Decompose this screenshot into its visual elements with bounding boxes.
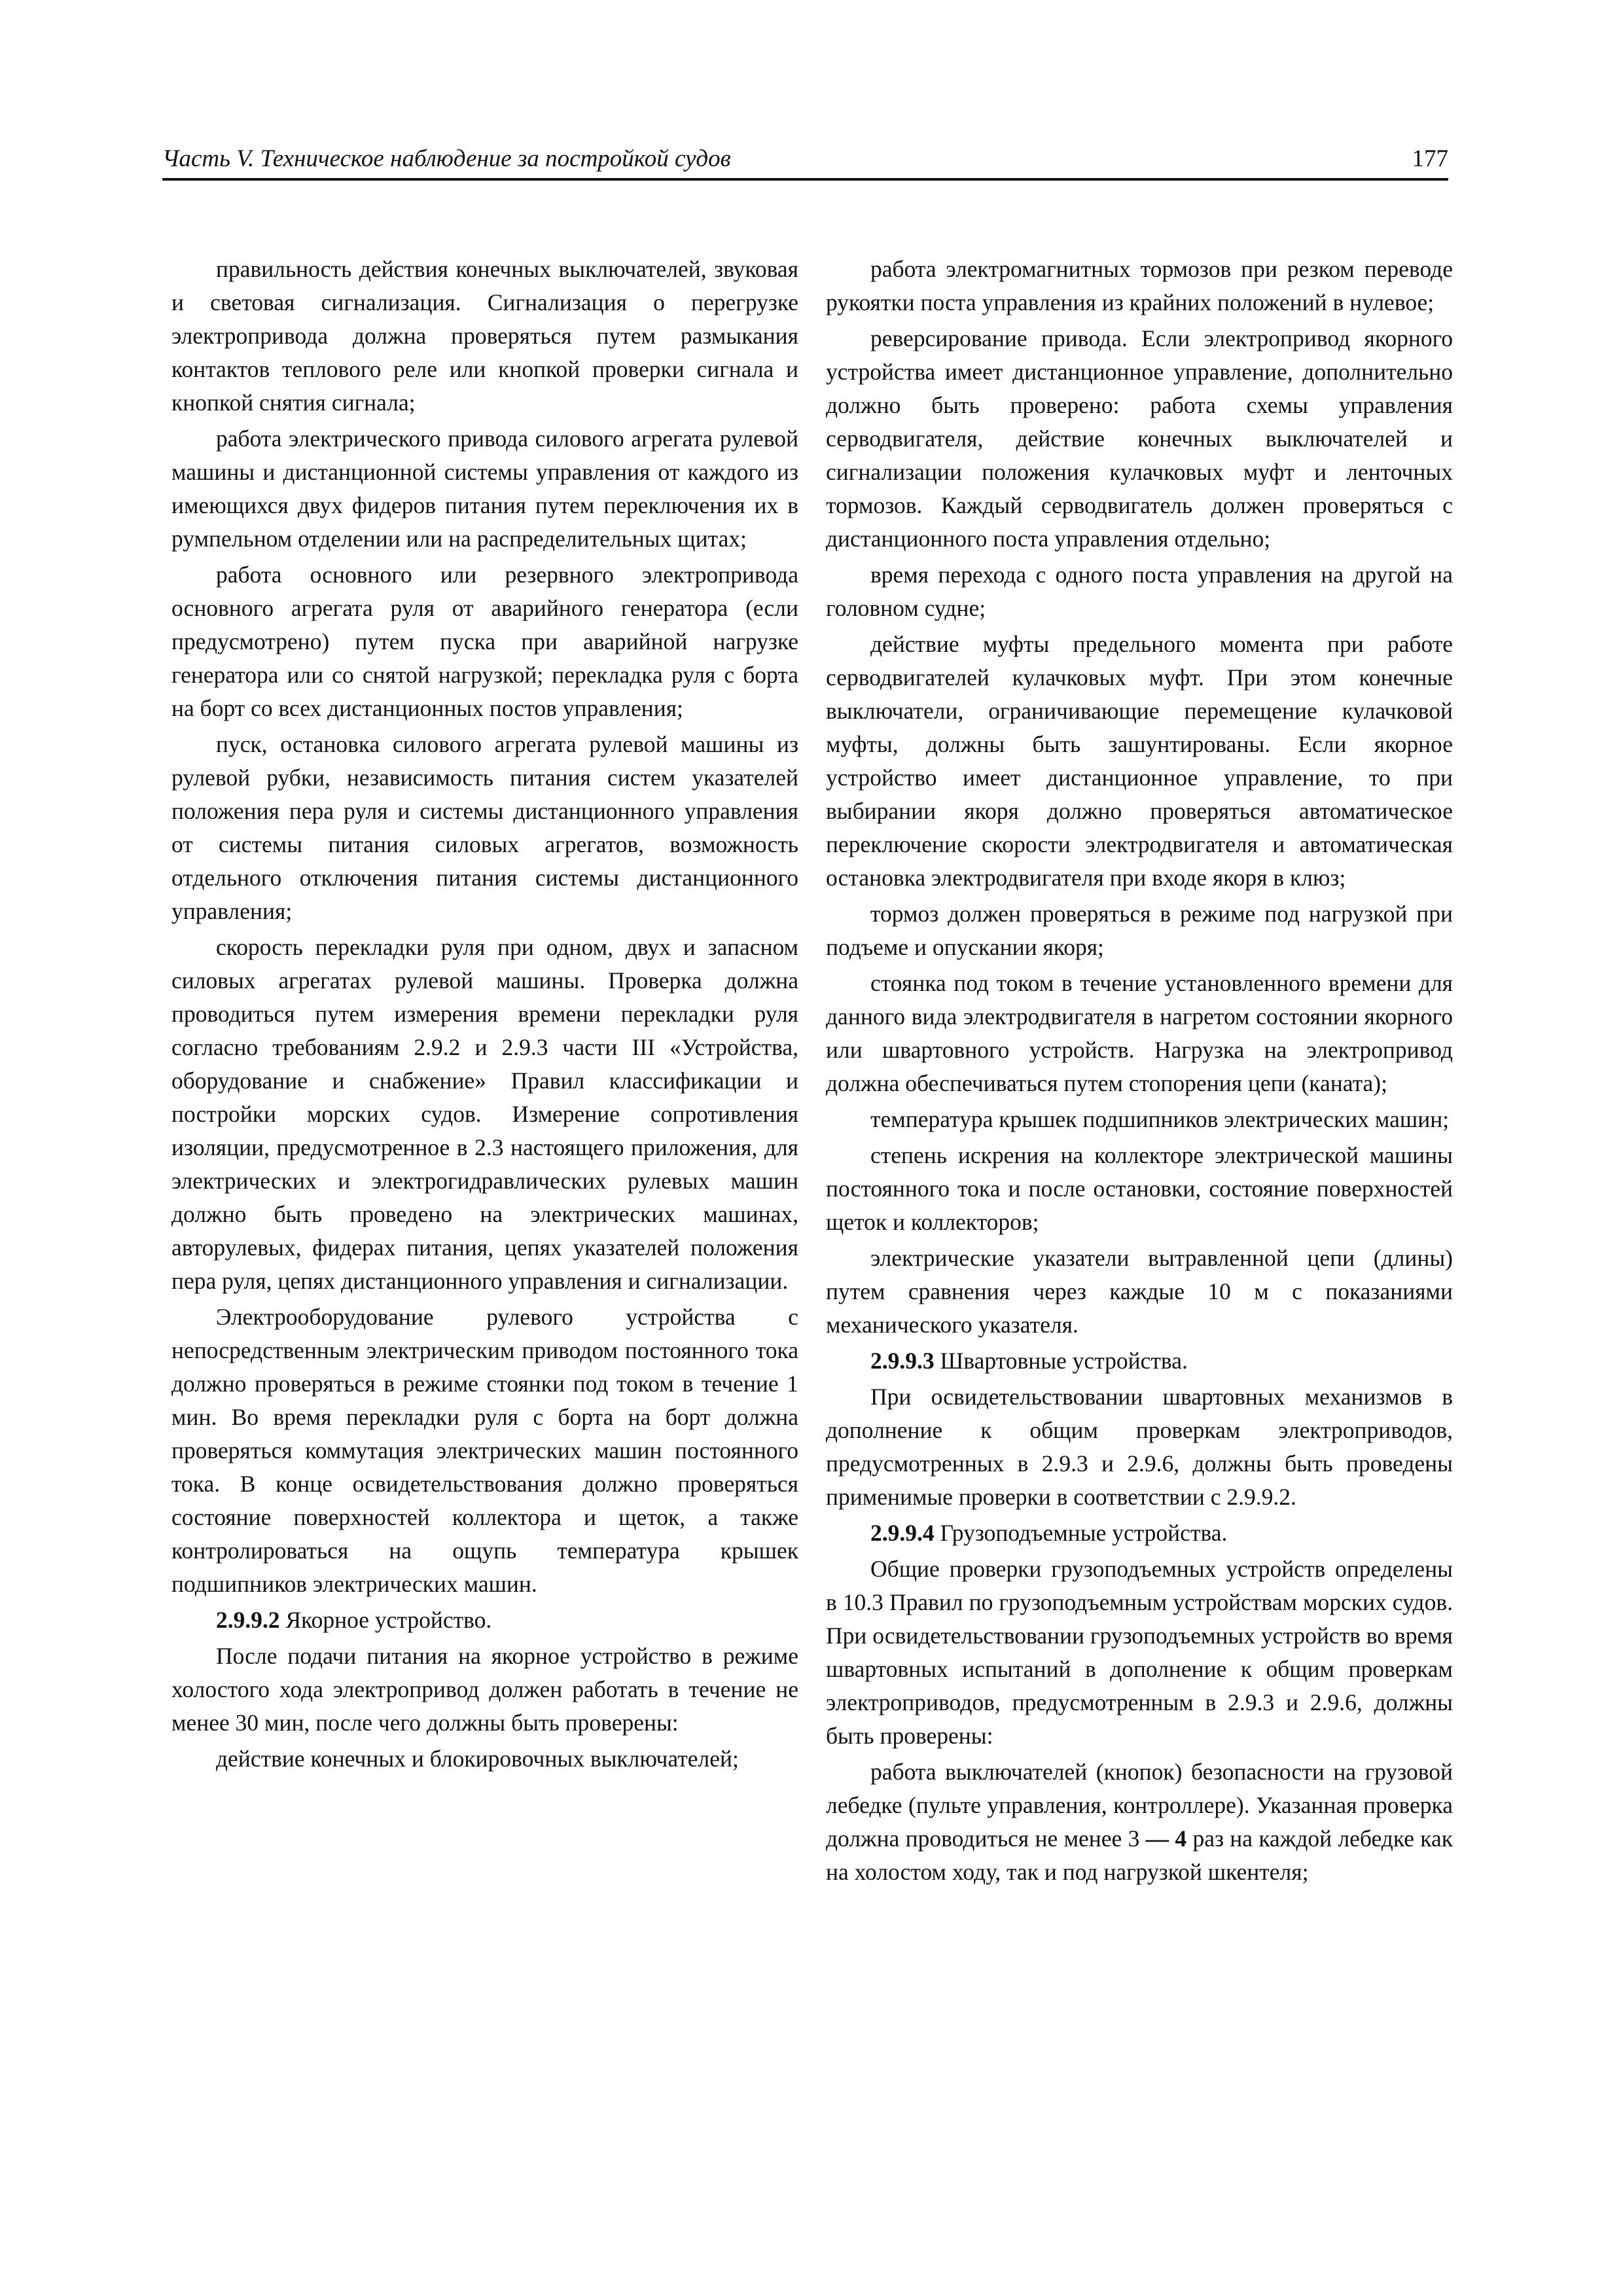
paragraph: степень искрения на коллекторе электрической машины постоянного тока и после остановки, состояние поверхностей щеток и коллекторов; <box>826 1142 1453 1235</box>
paragraph: стоянка под током в течение установленного времени для данного вида электродвигателя в нагретом состоянии якорного или швартовного устройств. Нагрузка на электропривод должна обеспечиваться путем стопорения цепи (каната); <box>826 970 1453 1096</box>
section-number: 2.9.9.4 <box>870 1520 935 1546</box>
section-heading <box>826 1516 1453 1550</box>
paragraph: действие муфты предельного момента при работе серводвигателей кулачковых муфт. При этом конечные выключатели, ограничивающие перемещение кулачковой муфты, должны быть зашунтированы. Если якорное устройство имеет дистанционное управление, то при выбирании якоря должно проверяться автоматическое переключение скорости электродвигателя и автоматическая остановка электродвигателя при входе якоря в клюз; <box>826 631 1453 891</box>
section-number: 2.9.9.3 <box>870 1348 935 1374</box>
paragraph: температура крышек подшипников электрических машин; <box>870 1106 1450 1132</box>
paragraph: реверсирование привода. Если электропривод якорного устройства имеет дистанционное управление, дополнительно должно быть проверено: работа схемы управления серводвигателя, действие конечных выключателей и сигнализации положения кулачковых муфт и ленточных тормозов. Каждый серводвигатель должен проверяться с дистанционного поста управления отдельно; <box>826 325 1453 552</box>
section-title: Якорное устройство. <box>279 1607 492 1633</box>
page-header <box>162 143 1448 182</box>
paragraph <box>826 1755 1453 1889</box>
text-run: раз на каждой лебедке как на холостом ходу, так и под нагрузкой шкентеля; <box>826 1825 1453 1885</box>
text-run-bold: — 4 <box>1145 1825 1187 1852</box>
section-heading <box>826 1344 1453 1378</box>
paragraph: действие конечных и блокировочных выключателей; <box>216 1746 739 1772</box>
section-title: Швартовные устройства. <box>934 1348 1188 1374</box>
paragraph: При освидетельствовании швартовных механизмов в дополнение к общим проверкам электроприводов, предусмотренных в 2.9.3 и 2.9.6, должны быть проведены применимые проверки в соответствии с 2.9.9.2. <box>826 1384 1453 1510</box>
paragraph: правильность действия конечных выключателей, звуковая и световая сигнализация. Сигнализация о перегрузке электропривода должна проверяться путем размыкания контактов теплового реле или кнопкой проверки сигнала и кнопкой снятия сигнала; <box>171 256 798 416</box>
section-number: 2.9.9.2 <box>216 1607 280 1633</box>
running-title: Часть V. Техническое наблюдение за постройкой судов <box>162 145 731 172</box>
left-column <box>171 253 798 1778</box>
right-column <box>826 253 1453 1892</box>
paragraph: тормоз должен проверяться в режиме под нагрузкой при подъеме и опускании якоря; <box>826 901 1453 960</box>
paragraph: работа электромагнитных тормозов при резком переводе рукоятки поста управления из крайних положений в нулевое; <box>826 256 1453 315</box>
paragraph: электрические указатели вытравленной цепи (длины) путем сравнения через каждые 10 м с показаниями механического указателя. <box>826 1245 1453 1338</box>
header-rule <box>162 178 1448 181</box>
paragraph: После подачи питания на якорное устройство в режиме холостого хода электропривод должен работать в течение не менее 30 мин, после чего должны быть проверены: <box>171 1643 798 1736</box>
paragraph: скорость перекладки руля при одном, двух и запасном силовых агрегатах рулевой машины. Проверка должна проводиться путем измерения времени перекладки руля согласно требованиям 2.9.2 и 2.9.3 части III «Устройства, оборудование и снабжение» Правил классификации и постройки морских судов. Измерение сопротивления изоляции, предусмотренное в 2.3 настоящего приложения, для электрических и электрогидравлических рулевых машин должно быть проведено на электрических машинах, авторулевых, фидерах питания, цепях указателей положения пера руля, цепях дистанционного управления и сигнализации. <box>171 934 798 1294</box>
paragraph: время перехода с одного поста управления на другой на головном судне; <box>826 562 1453 621</box>
section-heading <box>171 1604 798 1637</box>
page-number: 177 <box>1412 145 1448 172</box>
text-run: работа выключателей (кнопок) безопасности на грузовой лебедке (пульте управления, контроллере). Указанная проверка должна проводиться не менее 3 <box>826 1759 1453 1852</box>
paragraph: работа основного или резервного электропривода основного агрегата руля от аварийного генератора (если предусмотрено) путем пуска при аварийной нагрузке генератора или со снятой нагрузкой; перекладка руля с борта на борт со всех дистанционных постов управления; <box>171 562 798 721</box>
paragraph: пуск, остановка силового агрегата рулевой машины из рулевой рубки, независимость питания систем указателей положения пера руля и системы дистанционного управления от системы питания силовых агрегатов, возможность отдельного отключения питания системы дистанционного управления; <box>171 731 798 924</box>
section-title: Грузоподъемные устройства. <box>934 1520 1228 1546</box>
paragraph: Электрооборудование рулевого устройства с непосредственным электрическим приводом постоянного тока должно проверяться в режиме стоянки под током в течение 1 мин. Во время перекладки руля с борта на борт должна проверяться коммутация электрических машин постоянного тока. В конце освидетельствования должно проверяться состояние поверхностей коллектора и щеток, а также контролироваться на ощупь температура крышек подшипников электрических машин. <box>171 1304 798 1597</box>
paragraph: работа электрического привода силового агрегата рулевой машины и дистанционной системы управления от каждого из имеющихся двух фидеров питания путем переключения их в румпельном отделении или на распределительных щитах; <box>171 425 798 552</box>
paragraph: Общие проверки грузоподъемных устройств определены в 10.3 Правил по грузоподъемным устройствам морских судов. При освидетельствовании грузоподъемных устройств во время швартовных испытаний в дополнение к общим проверкам электроприводов, предусмотренным в 2.9.3 и 2.9.6, должны быть проверены: <box>826 1556 1453 1749</box>
